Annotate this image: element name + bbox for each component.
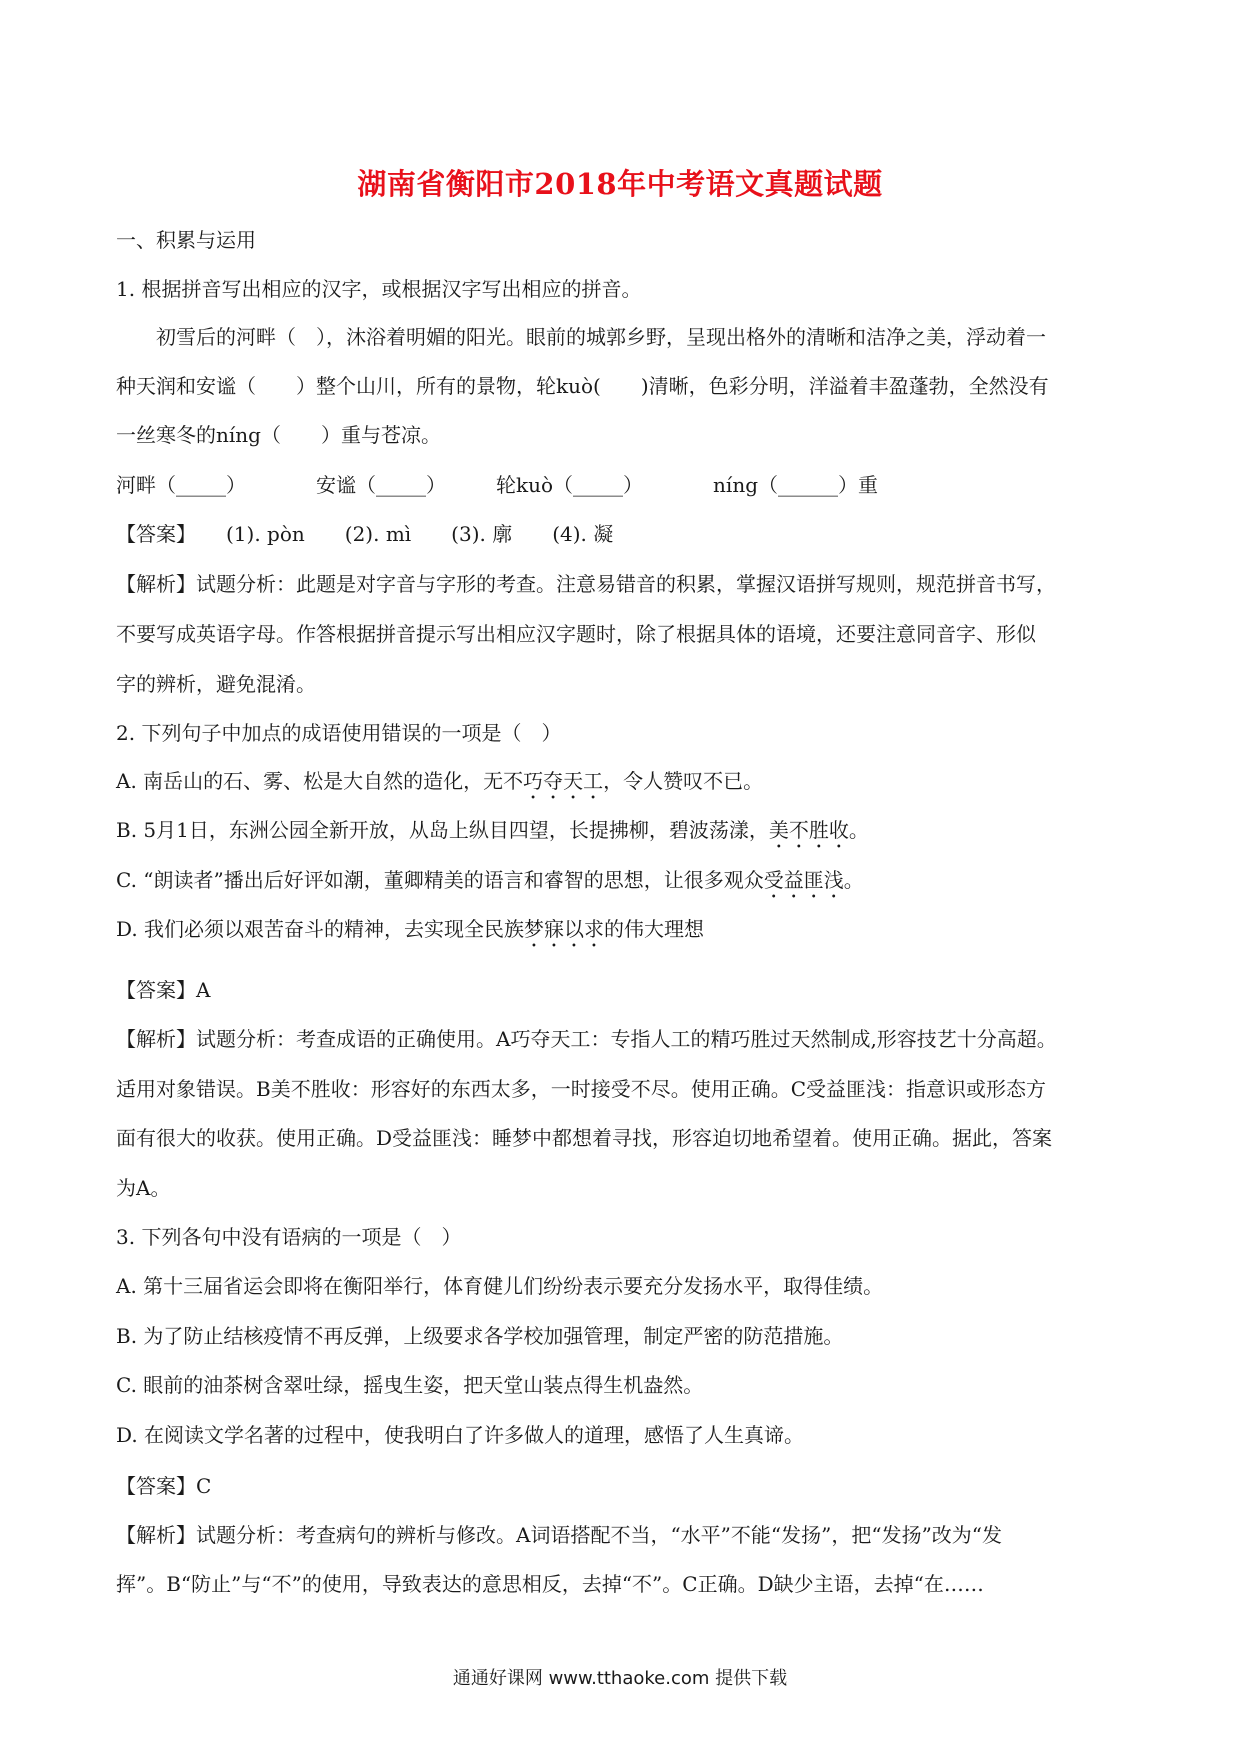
question-1-analysis-line: 【解析】试题分析：此题是对字音与字形的考查。注意易错音的积累，掌握汉语拼写规则，规范拼音书写，	[116, 572, 1056, 596]
question-3-option-d: D. 在阅读文学名著的过程中，使我明白了许多做人的道理，感悟了人生真谛。	[116, 1423, 805, 1447]
question-1-passage-line: 种天润和安谧（ ）整个山川，所有的景物，轮kuò( )清晰，色彩分明，洋溢着丰盈蓬勃，全然没有	[116, 374, 1049, 398]
question-2-option-c	[116, 866, 864, 903]
question-2-analysis-line: 面有很大的收获。使用正确。D受益匪浅：睡梦中都想着寻找，形容迫切地希望着。使用正确。据此，答案	[116, 1126, 1053, 1150]
question-1-analysis-line: 字的辨析，避免混淆。	[116, 672, 316, 696]
question-2-option-d	[116, 915, 704, 952]
question-2-option-b	[116, 816, 869, 853]
option-text: 。	[843, 868, 864, 892]
question-3-option-b: B. 为了防止结核疫情不再反弹，上级要求各学校加强管理，制定严密的防范措施。	[116, 1324, 844, 1348]
question-3-analysis-line: 挥”。B“防止”与“不”的使用，导致表达的意思相反，去掉“不”。C正确。D缺少主语，去掉“在……	[116, 1572, 984, 1596]
option-text: D. 我们必须以艰苦奋斗的精神，去实现全民族	[116, 917, 525, 941]
question-3-option-c: C. 眼前的油茶树含翠吐绿，摇曳生姿，把天堂山装点得生机盎然。	[116, 1373, 704, 1397]
question-1-answer: 【答案】 (1). pòn (2). mì (3). 廓 (4). 凝	[116, 522, 614, 546]
question-3-analysis-line: 【解析】试题分析：考查病句的辨析与修改。A词语搭配不当，“水平”不能“发扬”，把“发扬”改为“发	[116, 1523, 1003, 1547]
question-2-analysis-line: 为A。	[116, 1176, 171, 1200]
question-1-passage-line: 一丝寒冬的níng（ ）重与苍凉。	[116, 423, 441, 447]
option-text: ，令人赞叹不已。	[603, 769, 764, 793]
question-3-stem: 3. 下列各句中没有语病的一项是（ ）	[116, 1225, 462, 1249]
dotted-idiom: 梦寐以求	[524, 917, 605, 941]
dotted-idiom: 美不胜收	[768, 818, 849, 842]
question-1-analysis-line: 不要写成英语字母。作答根据拼音提示写出相应汉字题时，除了根据具体的语境，还要注意同音字、形似	[116, 622, 1036, 646]
question-3-option-a: A. 第十三届省运会即将在衡阳举行，体育健儿们纷纷表示要充分发扬水平，取得佳绩。	[116, 1274, 884, 1298]
question-1-blanks: 河畔（_____） 安谧（_____） 轮kuò（_____） níng（______）重	[116, 473, 879, 497]
question-2-analysis-line: 【解析】试题分析：考查成语的正确使用。A巧夺天工：专指人工的精巧胜过天然制成,形容技艺十分高超。	[116, 1027, 1057, 1051]
section-heading: 一、积累与运用	[116, 228, 256, 252]
question-1-passage-line: 初雪后的河畔（ ），沐浴着明媚的阳光。眼前的城郭乡野，呈现出格外的清晰和洁净之美，浮动着一	[116, 325, 1046, 349]
option-text: A. 南岳山的石、雾、松是大自然的造化，无不	[116, 769, 524, 793]
dotted-idiom: 巧夺天工	[523, 769, 604, 793]
page-footer: 通通好课网 www.tthaoke.com 提供下载	[452, 1668, 788, 1689]
option-text: C. “朗读者”播出后好评如潮，董卿精美的语言和睿智的思想，让很多观众	[116, 868, 764, 892]
option-text: 的伟大理想	[604, 917, 705, 941]
question-2-stem: 2. 下列句子中加点的成语使用错误的一项是（ ）	[116, 721, 562, 745]
question-1-stem: 1. 根据拼音写出相应的汉字，或根据汉字写出相应的拼音。	[116, 277, 642, 301]
option-text: 。	[848, 818, 869, 842]
option-text: B. 5月1日，东洲公园全新开放，从岛上纵目四望，长提拂柳，碧波荡漾，	[116, 818, 769, 842]
question-2-option-a	[116, 767, 763, 804]
question-3-answer: 【答案】C	[116, 1474, 212, 1498]
dotted-idiom: 受益匪浅	[763, 868, 844, 892]
question-2-answer: 【答案】A	[116, 978, 211, 1002]
question-2-analysis-line: 适用对象错误。B美不胜收：形容好的东西太多，一时接受不尽。使用正确。C受益匪浅：指意识或形态方	[116, 1077, 1046, 1101]
page-title: 湖南省衡阳市2018年中考语文真题试题	[357, 167, 883, 201]
